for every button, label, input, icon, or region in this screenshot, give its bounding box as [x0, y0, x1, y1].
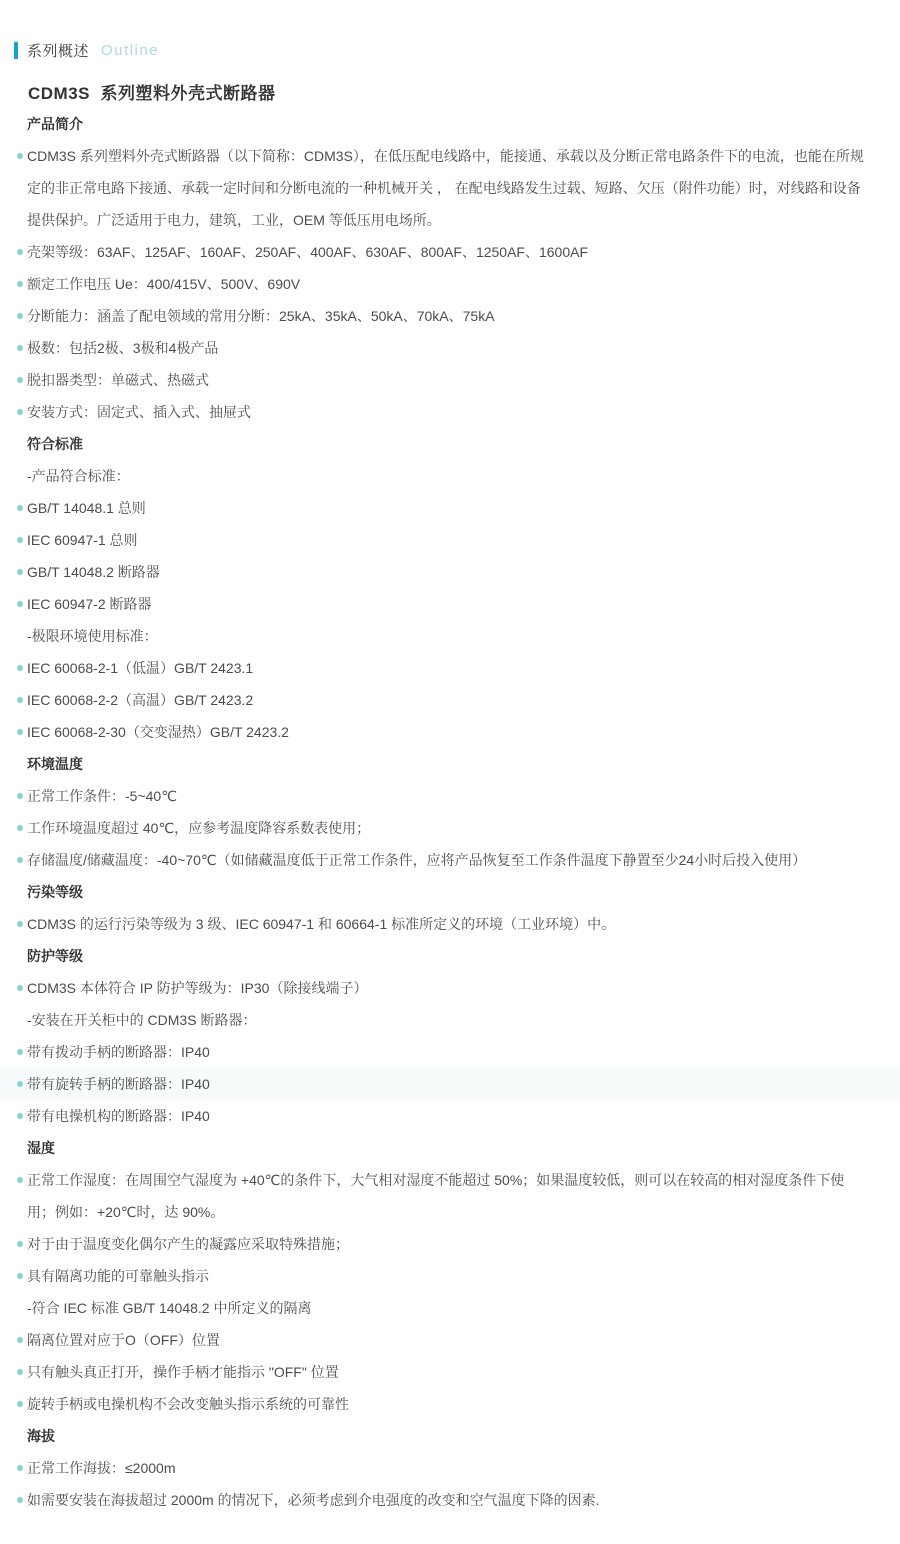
section-title-zh: 系列概述 [27, 42, 90, 60]
item-text: 环境温度 [27, 756, 83, 772]
content-list [0, 108, 900, 1516]
bullet-icon [17, 1273, 23, 1279]
bullet-icon [17, 409, 23, 415]
list-item [0, 684, 900, 716]
list-item [0, 844, 900, 876]
bullet-icon [17, 1401, 23, 1407]
list-item [0, 1228, 900, 1260]
list-item [0, 396, 900, 428]
bullet-icon [17, 921, 23, 927]
list-item [0, 268, 900, 300]
item-text: 脱扣器类型：单磁式、热磁式 [27, 372, 209, 388]
item-text: 带有拨动手柄的断路器：IP40 [27, 1044, 210, 1060]
list-item [0, 1036, 900, 1068]
bullet-icon [17, 1369, 23, 1375]
item-text: 防护等级 [27, 948, 83, 964]
accent-bar-icon [14, 42, 18, 59]
item-text: 壳架等级：63AF、125AF、160AF、250AF、400AF、630AF、800AF、1250AF、1600AF [27, 244, 589, 260]
item-text: 极数：包括2极、3极和4极产品 [27, 340, 219, 356]
item-text: GB/T 14048.2 断路器 [27, 564, 160, 580]
item-text: 对于由于温度变化偶尔产生的凝露应采取特殊措施； [27, 1236, 349, 1252]
item-text: 具有隔离功能的可靠触头指示 [27, 1268, 209, 1284]
list-item [0, 1260, 900, 1292]
item-text: IEC 60068-2-30（交变湿热）GB/T 2423.2 [27, 724, 289, 740]
section-title-en: Outline [101, 41, 160, 59]
list-item [0, 492, 900, 524]
list-item [0, 652, 900, 684]
bullet-icon [17, 505, 23, 511]
list-item [0, 1452, 900, 1484]
list-item [0, 1388, 900, 1420]
bullet-icon [17, 1497, 23, 1503]
item-text: 符合标准 [27, 436, 83, 452]
item-text: CDM3S 的运行污染等级为 3 级、IEC 60947-1 和 60664-1 标准所定义的环境（工业环境）中。 [27, 916, 616, 932]
bullet-icon [17, 1337, 23, 1343]
item-text: CDM3S 系列塑料外壳式断路器（以下简称：CDM3S），在低压配电线路中，能接通、承载以及分断正常电路条件下的电流，也能在所规定的非正常电路下接通、承载一定时间和分断电流的一种机械开关 ， 在配电线路发生过载、短路、欠压（附件功能）时，对线路和设备提供保护。广泛适用于电力，建筑，工业，OEM 等低压用电场所。 [27, 148, 864, 228]
bullet-icon [17, 1177, 23, 1183]
item-text: -符合 IEC 标准 GB/T 14048.2 中所定义的隔离 [27, 1300, 312, 1316]
item-text: 如需要安装在海拔超过 2000m 的情况下，必须考虑到介电强度的改变和空气温度下降的因素. [27, 1492, 600, 1508]
list-item [0, 1324, 900, 1356]
bullet-icon [17, 1113, 23, 1119]
bullet-icon [17, 825, 23, 831]
sub-label [0, 1004, 900, 1036]
section-header [14, 41, 900, 59]
bullet-icon [17, 153, 23, 159]
sub-label [0, 1292, 900, 1324]
list-item [0, 364, 900, 396]
item-text: -产品符合标准： [27, 468, 130, 484]
item-text: 产品简介 [27, 116, 83, 132]
section-heading [0, 940, 900, 972]
bullet-icon [17, 569, 23, 575]
section-heading [0, 428, 900, 460]
section-heading [0, 108, 900, 140]
list-item [0, 972, 900, 1004]
bullet-icon [17, 377, 23, 383]
list-item [0, 812, 900, 844]
list-item [0, 332, 900, 364]
item-text: 污染等级 [27, 884, 83, 900]
item-text: GB/T 14048.1 总则 [27, 500, 146, 516]
item-text: IEC 60947-1 总则 [27, 532, 138, 548]
sub-label [0, 620, 900, 652]
bullet-icon [17, 537, 23, 543]
item-text: IEC 60947-2 断路器 [27, 596, 152, 612]
item-text: IEC 60068-2-1（低温）GB/T 2423.1 [27, 660, 254, 676]
list-item [0, 908, 900, 940]
bullet-icon [17, 857, 23, 863]
section-heading [0, 1420, 900, 1452]
section-heading [0, 748, 900, 780]
item-text: 存储温度/储藏温度：-40~70℃（如储藏温度低于正常工作条件，应将产品恢复至工作条件温度下静置至少24小时后投入使用） [27, 852, 807, 868]
list-item [0, 236, 900, 268]
list-item [0, 588, 900, 620]
section-heading [0, 876, 900, 908]
item-text: 分断能力：涵盖了配电领域的常用分断：25kA、35kA、50kA、70kA、75kA [27, 308, 495, 324]
bullet-icon [17, 281, 23, 287]
item-text: 工作环境温度超过 40℃，应参考温度降容系数表使用； [27, 820, 371, 836]
bullet-icon [17, 1049, 23, 1055]
item-text: 隔离位置对应于O（OFF）位置 [27, 1332, 220, 1348]
bullet-icon [17, 313, 23, 319]
bullet-icon [17, 697, 23, 703]
bullet-icon [17, 1241, 23, 1247]
bullet-icon [17, 729, 23, 735]
bullet-icon [17, 665, 23, 671]
item-text: 带有旋转手柄的断路器：IP40 [27, 1076, 210, 1092]
item-text: 正常工作海拔：≤2000m [27, 1460, 176, 1476]
section-heading [0, 1132, 900, 1164]
item-text: 带有电操机构的断路器：IP40 [27, 1108, 210, 1124]
list-item [0, 300, 900, 332]
item-text: CDM3S 本体符合 IP 防护等级为：IP30（除接线端子） [27, 980, 368, 996]
item-text: 旋转手柄或电操机构不会改变触头指示系统的可靠性 [27, 1396, 349, 1412]
item-text: -安装在开关柜中的 CDM3S 断路器： [27, 1012, 257, 1028]
list-item [0, 1484, 900, 1516]
item-text: 正常工作湿度：在周围空气湿度为 +40℃的条件下，大气相对湿度不能超过 50%；如果温度较低，则可以在较高的相对湿度条件下使用；例如：+20℃时，达 90%。 [27, 1172, 845, 1220]
list-item [0, 1100, 900, 1132]
item-text: -极限环境使用标准： [27, 628, 158, 644]
item-text: IEC 60068-2-2（高温）GB/T 2423.2 [27, 692, 254, 708]
bullet-icon [17, 1081, 23, 1087]
item-text: 海拔 [27, 1428, 55, 1444]
list-item [0, 556, 900, 588]
doc-title: CDM3S 系列塑料外壳式断路器 [28, 84, 276, 103]
bullet-icon [17, 345, 23, 351]
list-item [0, 140, 900, 236]
bullet-icon [17, 601, 23, 607]
list-item [0, 524, 900, 556]
list-item [0, 1356, 900, 1388]
bullet-icon [17, 1465, 23, 1471]
item-text: 湿度 [27, 1140, 55, 1156]
list-item [0, 1068, 900, 1100]
item-text: 安装方式：固定式、插入式、抽屉式 [27, 404, 251, 420]
bullet-icon [17, 249, 23, 255]
list-item [0, 1164, 900, 1228]
item-text: 只有触头真正打开，操作手柄才能指示 "OFF" 位置 [27, 1364, 339, 1380]
list-item [0, 716, 900, 748]
item-text: 正常工作条件：-5~40℃ [27, 788, 177, 804]
sub-label [0, 460, 900, 492]
bullet-icon [17, 793, 23, 799]
item-text: 额定工作电压 Ue：400/415V、500V、690V [27, 276, 301, 292]
list-item [0, 780, 900, 812]
bullet-icon [17, 985, 23, 991]
